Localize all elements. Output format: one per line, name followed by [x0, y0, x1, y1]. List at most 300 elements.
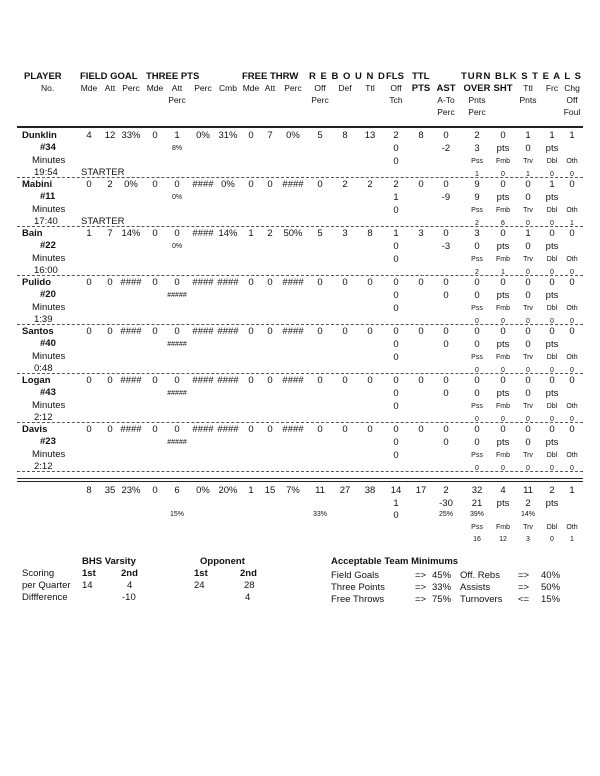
fouls: 1	[393, 228, 399, 239]
steal-pnts-sub: Pnts	[519, 95, 537, 105]
oth-label: Oth	[566, 354, 578, 361]
total-def-reb: 27	[339, 485, 351, 496]
minutes-value: 17:40	[34, 216, 58, 227]
dbl-value: 0	[550, 318, 554, 325]
tp-made-sub: Mde	[146, 83, 164, 93]
ft-att: 2	[267, 228, 273, 239]
fg-att: 12	[104, 130, 116, 141]
cmb-perc: ####	[217, 277, 239, 288]
diff-1st-value: -10	[122, 592, 136, 603]
player-name: Dunklin	[22, 130, 57, 141]
charge-sub: Chg	[564, 83, 580, 93]
def-reb: 3	[342, 228, 348, 239]
oth-label: Oth	[566, 256, 578, 263]
fouls-off-sub: Off	[390, 83, 402, 93]
minimum-value-2: 15%	[541, 594, 561, 605]
oth-label: Oth	[566, 403, 578, 410]
total-pss-label: Pss	[471, 524, 483, 531]
tp-perc: ####	[192, 424, 214, 435]
assists: 0	[443, 326, 449, 337]
fg-perc: ####	[120, 424, 142, 435]
fouls: 0	[393, 375, 399, 386]
off-reb: 0	[317, 375, 323, 386]
totals-rule-1	[17, 478, 583, 479]
tp-made: 0	[152, 375, 158, 386]
fouls-3: 0	[393, 156, 399, 167]
minimum-value: 45%	[432, 570, 452, 581]
tp-made: 0	[152, 228, 158, 239]
pts-label: pts	[545, 290, 559, 301]
turnover-points: 0	[474, 339, 480, 350]
foul-sub: Foul	[563, 107, 581, 117]
def-reb: 0	[342, 277, 348, 288]
trv-value: 0	[526, 465, 530, 472]
oth-label: Oth	[566, 158, 578, 165]
player-name: Santos	[22, 326, 54, 337]
ft-made-sub: Mde	[242, 83, 260, 93]
fmb-value: 0	[501, 318, 505, 325]
oth-value: 0	[570, 318, 574, 325]
oth-label: Oth	[566, 452, 578, 459]
off-reb-sub: Off	[314, 83, 326, 93]
total-fg-perc: 23%	[121, 485, 141, 496]
minutes-label: Minutes	[32, 449, 66, 460]
fouls-3: 0	[393, 254, 399, 265]
def-reb: 8	[342, 130, 348, 141]
dbl-value: 0	[550, 367, 554, 374]
fg-made: 4	[86, 130, 92, 141]
off-reb: 5	[317, 228, 323, 239]
fg-made: 0	[86, 375, 92, 386]
steals: 0	[525, 326, 531, 337]
tp-made: 0	[152, 277, 158, 288]
steal-total-sub: Ttl	[523, 83, 533, 93]
trv-label: Trv	[523, 256, 533, 263]
tp-made: 0	[152, 424, 158, 435]
forced: 0	[549, 326, 555, 337]
total-steals: 11	[523, 485, 533, 496]
off-reb: 0	[317, 326, 323, 337]
fg-att: 2	[107, 179, 113, 190]
three-pct-line: 0%	[171, 194, 183, 201]
tp-perc-sub: Perc	[194, 83, 212, 93]
ft-perc: 0%	[286, 130, 300, 141]
ast-perc-sub: Perc	[437, 107, 455, 117]
forced: 0	[549, 277, 555, 288]
fmb-label: Fmb	[496, 256, 510, 263]
total-charges: 1	[569, 485, 575, 496]
player-number: #40	[40, 338, 56, 349]
total-reb: 0	[367, 277, 373, 288]
fg-perc: 14%	[121, 228, 141, 239]
total-dbl-label: Dbl	[546, 524, 558, 531]
fmb-label: Fmb	[496, 452, 510, 459]
dbl-label: Dbl	[546, 158, 558, 165]
pss-value: 0	[475, 416, 479, 423]
ft-perc-sub: Perc	[284, 83, 302, 93]
pts-label: pts	[545, 143, 559, 154]
assists: 0	[443, 130, 449, 141]
pts-label: pts	[545, 339, 559, 350]
minutes-value: 16:00	[34, 265, 58, 276]
turnovers: 0	[474, 326, 480, 337]
points: 3	[418, 228, 424, 239]
steals: 1	[525, 228, 531, 239]
fmb-label: Fmb	[496, 354, 510, 361]
blocks: 0	[500, 375, 506, 386]
fmb-label: Fmb	[496, 403, 510, 410]
turnover-points: 3	[474, 143, 480, 154]
fg-att-sub: Att	[104, 83, 116, 93]
assist-to-turnover: 0	[443, 437, 449, 448]
tp-att: 0	[174, 424, 180, 435]
off-reb: 0	[317, 179, 323, 190]
fmb-label: Fmb	[496, 305, 510, 312]
total-ft-perc: 7%	[286, 485, 300, 496]
total-ft-made: 1	[248, 485, 254, 496]
dbl-value: 0	[550, 220, 554, 227]
assists: 0	[443, 424, 449, 435]
def-reb: 0	[342, 424, 348, 435]
off-reb: 5	[317, 130, 323, 141]
assists: 0	[443, 375, 449, 386]
fouls: 2	[393, 179, 399, 190]
trv-label: Trv	[523, 452, 533, 459]
trv-value: 0	[526, 416, 530, 423]
tp-perc: ####	[192, 326, 214, 337]
opp-1st-label: 1st	[194, 568, 208, 579]
total-oth-label: Oth	[566, 524, 578, 531]
charges: 0	[569, 228, 575, 239]
total-trv-value: 3	[526, 536, 530, 543]
minutes-label: Minutes	[32, 155, 66, 166]
oth-label: Oth	[566, 207, 578, 214]
turnover-points: 0	[474, 241, 480, 252]
assists: 0	[443, 179, 449, 190]
pts-label: pts	[496, 192, 510, 203]
cmb-perc: ####	[217, 375, 239, 386]
turnover-pnts-sub: Pnts	[468, 95, 486, 105]
minutes-label: Minutes	[32, 253, 66, 264]
def-reb: 0	[342, 375, 348, 386]
total-fmb-value: 12	[499, 536, 507, 543]
total-turnover-points: 21	[471, 498, 483, 509]
ato-sub: A-To	[437, 95, 455, 105]
minimum-value: 75%	[432, 594, 452, 605]
pss-label: Pss	[471, 403, 483, 410]
tp-att: 0	[174, 375, 180, 386]
cmb-perc: 14%	[218, 228, 238, 239]
pts-label: pts	[496, 388, 510, 399]
total-reb: 0	[367, 424, 373, 435]
minimum-arrow: =>	[415, 594, 427, 605]
total-fouls-2: 1	[393, 498, 399, 509]
tp-perc: 0%	[196, 130, 210, 141]
ft-perc: ####	[282, 375, 304, 386]
oth-value: 0	[570, 416, 574, 423]
fouls-2: 0	[393, 437, 399, 448]
total-cmb-perc: 20%	[218, 485, 238, 496]
minutes-value: 0:48	[34, 363, 53, 374]
minimum-label: Field Goals	[331, 570, 380, 581]
minimum-arrow-2: =>	[518, 582, 530, 593]
assist-to-turnover: 0	[443, 339, 449, 350]
pss-label: Pss	[471, 354, 483, 361]
ft-att: 0	[267, 375, 273, 386]
three-pct-line: 8%	[171, 145, 183, 152]
fouls-3: 0	[393, 450, 399, 461]
pss-value: 2	[475, 269, 479, 276]
pss-label: Pss	[471, 305, 483, 312]
minimum-arrow-2: <=	[518, 594, 530, 605]
fouls: 0	[393, 326, 399, 337]
total-forced: 2	[549, 485, 555, 496]
charges: 0	[569, 375, 575, 386]
charges: 0	[569, 326, 575, 337]
dbl-label: Dbl	[546, 452, 558, 459]
total-off-reb: 11	[315, 485, 325, 496]
fg-made-sub: Mde	[80, 83, 98, 93]
minimum-label: Free Throws	[331, 594, 385, 605]
cmb-perc: ####	[217, 326, 239, 337]
off-sub: Off	[566, 95, 578, 105]
fouls: 0	[393, 424, 399, 435]
trv-value: 0	[526, 269, 530, 276]
pts-label: pts	[496, 290, 510, 301]
minutes-label: Minutes	[32, 302, 66, 313]
turnover-points: 0	[474, 437, 480, 448]
assists: 0	[443, 228, 449, 239]
minimum-arrow-2: =>	[518, 570, 530, 581]
diff-2nd-value: 4	[245, 592, 251, 603]
fg-perc-sub: Perc	[122, 83, 140, 93]
tp-perc: ####	[192, 228, 214, 239]
pts-label: pts	[496, 498, 510, 509]
fg-made: 0	[86, 326, 92, 337]
player-number: #23	[40, 436, 56, 447]
trv-value: 0	[526, 220, 530, 227]
fouls-3: 0	[393, 205, 399, 216]
steal-points: 0	[525, 192, 531, 203]
bhs-1st-label: 1st	[82, 568, 96, 579]
pss-value: 0	[475, 465, 479, 472]
turnover-perc-sub: Perc	[468, 107, 486, 117]
fouls-2: 0	[393, 339, 399, 350]
touch-sub: Tch	[389, 95, 403, 105]
total-reb: 0	[367, 375, 373, 386]
fouls-2: 0	[393, 290, 399, 301]
minutes-value: 1:39	[34, 314, 53, 325]
fmb-value: 0	[501, 171, 505, 178]
minimum-arrow: =>	[415, 570, 427, 581]
assists: 0	[443, 277, 449, 288]
minimum-label-2: Off. Rebs	[460, 570, 500, 581]
total-pss-value: 16	[473, 536, 481, 543]
player-name: Pulido	[22, 277, 52, 288]
total-three-pct-line: 15%	[169, 511, 185, 518]
three-pct-line: #####	[167, 292, 187, 299]
fg-made: 0	[86, 277, 92, 288]
ft-att-sub: Att	[264, 83, 276, 93]
turnovers: 0	[474, 277, 480, 288]
minimum-label: Three Points	[331, 582, 385, 593]
fmb-label: Fmb	[496, 158, 510, 165]
ft-att: 0	[267, 179, 273, 190]
player-name: Logan	[22, 375, 51, 386]
tp-att: 0	[174, 179, 180, 190]
points: 0	[418, 277, 424, 288]
pss-value: 1	[475, 171, 479, 178]
ft-made: 0	[248, 424, 254, 435]
minimum-value-2: 40%	[541, 570, 561, 581]
player-number: #22	[40, 240, 56, 251]
fg-perc: ####	[120, 277, 142, 288]
totals-rule-2	[17, 481, 583, 482]
steals: 0	[525, 277, 531, 288]
minimum-arrow: =>	[415, 582, 427, 593]
trv-value: 1	[526, 171, 530, 178]
fmb-value: 0	[501, 416, 505, 423]
total-points: 17	[415, 485, 427, 496]
turnovers: 3	[474, 228, 480, 239]
total-trv-label: Trv	[523, 524, 533, 531]
pts-label: pts	[496, 339, 510, 350]
tp-att-sub: Att	[171, 83, 183, 93]
tp-made: 0	[152, 326, 158, 337]
trv-label: Trv	[523, 354, 533, 361]
ft-att: 7	[267, 130, 273, 141]
dbl-value: 0	[550, 465, 554, 472]
bhs-1st-value: 14	[82, 580, 93, 591]
steals: 1	[525, 130, 531, 141]
blocks: 0	[500, 228, 506, 239]
total-points-header: TTL	[412, 71, 430, 82]
total-fmb-label: Fmb	[496, 524, 510, 531]
blocks: 0	[500, 179, 506, 190]
tp-att: 0	[174, 277, 180, 288]
minutes-label: Minutes	[32, 204, 66, 215]
pss-label: Pss	[471, 207, 483, 214]
turnover-over-sub: OVER	[463, 83, 491, 94]
fg-made: 0	[86, 424, 92, 435]
assist-to-turnover: -9	[441, 192, 451, 203]
rebound-header: R E B O U N D	[309, 71, 386, 82]
pss-label: Pss	[471, 256, 483, 263]
turnover-points: 0	[474, 388, 480, 399]
ft-att: 0	[267, 277, 273, 288]
steal-points: 0	[525, 437, 531, 448]
minutes-value: 2:12	[34, 412, 53, 423]
off-reb: 0	[317, 277, 323, 288]
minutes-label: Minutes	[32, 351, 66, 362]
def-reb: 0	[342, 326, 348, 337]
points: 8	[418, 130, 424, 141]
player-header: PLAYER	[24, 71, 62, 82]
fg-made: 1	[86, 228, 92, 239]
minutes-value: 19:54	[34, 167, 58, 178]
turnover-points: 9	[474, 192, 480, 203]
ft-made: 0	[248, 130, 254, 141]
player-number: #20	[40, 289, 56, 300]
pts-label: pts	[496, 241, 510, 252]
steal-points: 0	[525, 388, 531, 399]
points: 0	[418, 424, 424, 435]
def-reb: 2	[342, 179, 348, 190]
turnover-points: 0	[474, 290, 480, 301]
minimum-label-2: Assists	[460, 582, 491, 593]
fouls: 0	[393, 277, 399, 288]
minimum-value: 33%	[432, 582, 452, 593]
fg-perc: 33%	[121, 130, 141, 141]
fg-att: 7	[107, 228, 113, 239]
opp-2nd-label: 2nd	[240, 568, 257, 579]
oth-value: 1	[570, 220, 574, 227]
fouls-header: FLS	[386, 71, 404, 82]
ft-perc: ####	[282, 424, 304, 435]
row-divider	[17, 226, 583, 227]
total-fg-made: 8	[86, 485, 92, 496]
pss-value: 0	[475, 318, 479, 325]
fouls-3: 0	[393, 352, 399, 363]
tp-perc-sub2: Perc	[168, 95, 186, 105]
steals: 0	[525, 375, 531, 386]
pts-label: pts	[545, 388, 559, 399]
opp-2nd-value: 28	[244, 580, 255, 591]
tp-made: 0	[152, 179, 158, 190]
fmb-value: 0	[501, 367, 505, 374]
field-goal-header: FIELD GOAL	[80, 71, 138, 82]
steal-points: 0	[525, 339, 531, 350]
ft-made: 0	[248, 277, 254, 288]
ft-att: 0	[267, 424, 273, 435]
off-reb-perc-sub: Perc	[311, 95, 329, 105]
points: 0	[418, 179, 424, 190]
steals: 0	[525, 179, 531, 190]
row-divider	[17, 422, 583, 423]
row-divider	[17, 373, 583, 374]
fouls-2: 0	[393, 241, 399, 252]
forced: 1	[549, 130, 555, 141]
pss-value: 0	[475, 367, 479, 374]
pts-label: pts	[545, 498, 559, 509]
fouls: 2	[393, 130, 399, 141]
charges: 0	[569, 277, 575, 288]
turnovers: 9	[474, 179, 480, 190]
total-steal-points: 2	[525, 498, 531, 509]
oth-value: 0	[570, 465, 574, 472]
trv-label: Trv	[523, 158, 533, 165]
minutes-label: Minutes	[32, 400, 66, 411]
total-assist-to-turnover: -30	[439, 498, 453, 509]
dbl-label: Dbl	[546, 403, 558, 410]
fmb-value: 1	[501, 269, 505, 276]
player-name: Mabini	[22, 179, 53, 190]
dbl-label: Dbl	[546, 256, 558, 263]
total-tp-att: 6	[174, 485, 180, 496]
row-divider	[17, 471, 583, 472]
dbl-label: Dbl	[546, 354, 558, 361]
total-blocks: 4	[500, 485, 506, 496]
starter-label: STARTER	[81, 216, 125, 227]
total-turnovers: 32	[471, 485, 483, 496]
turnovers: 0	[474, 424, 480, 435]
trv-label: Trv	[523, 305, 533, 312]
total-ft-att: 15	[264, 485, 276, 496]
dbl-label: Dbl	[546, 305, 558, 312]
player-name: Davis	[22, 424, 48, 435]
tp-att: 0	[174, 326, 180, 337]
total-fg-att: 35	[104, 485, 116, 496]
